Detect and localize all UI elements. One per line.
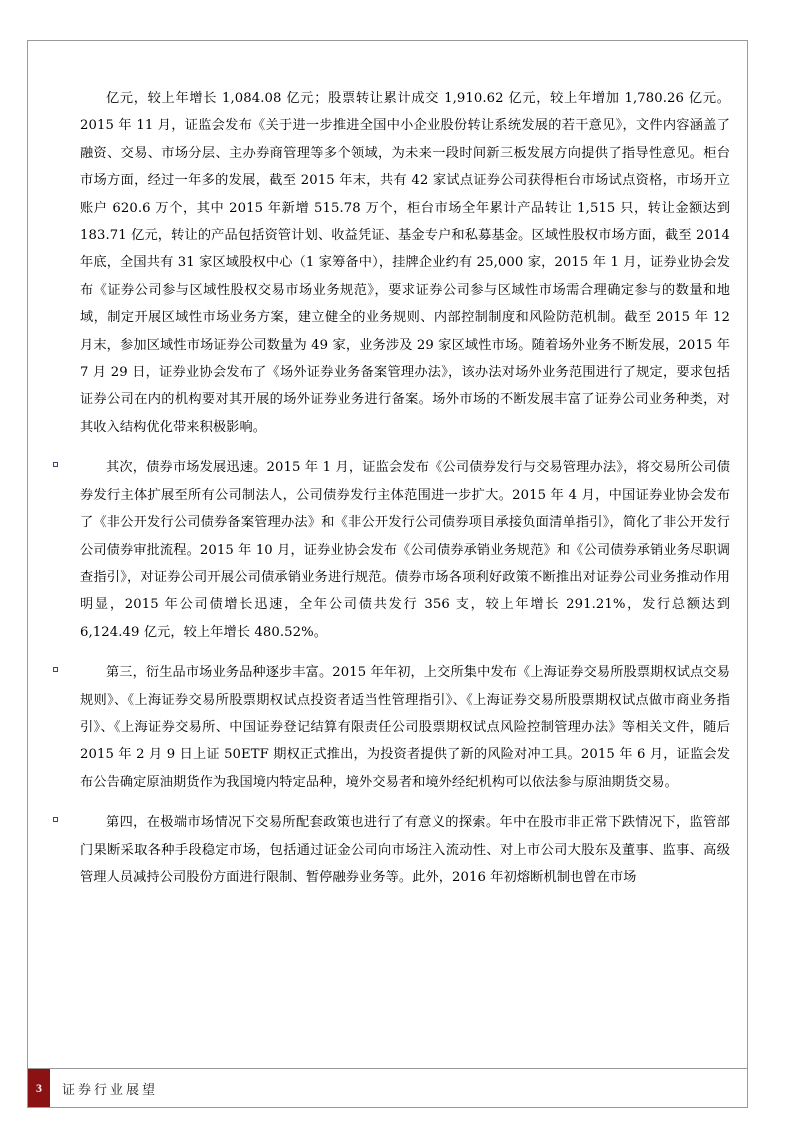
paragraph-extreme-market: [45, 809, 730, 891]
paragraph-text: 亿元，较上年增长 1,084.08 亿元；股票转让累计成交 1,910.62 亿元，较上年增加 1,780.26 亿元。2015 年 11 月，证监会发布《关于进一步推进全国中小企业股份转让系统发展的若干意见》，文件内容涵盖了融资、交易、市场分层、主办券商管理等多个领域，为未来一段时间新三板发展方向提供了指导性意见。柜台市场方面，经过一年多的发展，截至 2015 年末，共有 42 家试点证券公司获得柜台市场试点资格，市场开立账户 620.6 万个，其中 2015 年新增 515.78 万个，柜台市场全年累计产品转让 1,515 只，转让金额达到 183.71 亿元，转让的产品包括资管计划、收益凭证、基金专户和私募基金。区域性股权市场方面，截至 2014 年底，全国共有 31 家区域股权中心（1 家筹备中），挂牌企业约有 25,000 家，2015 年 1 月，证券业协会发布《证券公司参与区域性股权交易市场业务规范》，要求证券公司参与区域性市场需合理确定参与的数量和地域，制定开展区域性市场业务方案，建立健全的业务规则、内部控制制度和风险防范机制。截至 2015 年 12 月末，参加区域性市场证券公司数量为 49 家，业务涉及 29 家区域性市场。随着场外业务不断发展，2015 年 7 月 29 日，证券业协会发布了《场外证券业务备案管理办法》，该办法对场外业务范围进行了规定，要求包括证券公司在内的机构要对其开展的场外证券业务进行备案。场外市场的不断发展丰富了证券公司业务种类，对其收入结构优化带来积极影响。: [80, 91, 730, 435]
paragraph-bond-market: [45, 454, 730, 646]
hollow-square-bullet-icon: [53, 667, 58, 672]
paragraph-text: 第四，在极端市场情况下交易所配套政策也进行了有意义的探索。年中在股市非正常下跌情况下，监管部门果断采取各种手段稳定市场，包括通过证金公司向市场注入流动性、对上市公司大股东及董事、监事、高级管理人员减持公司股份方面进行限制、暂停融券业务等。此外，2016 年初熔断机制也曾在市场: [80, 815, 730, 885]
paragraph-text: 其次，债券市场发展迅速。2015 年 1 月，证监会发布《公司债券发行与交易管理办法》，将交易所公司债券发行主体扩展至所有公司制法人，公司债券发行主体范围进一步扩大。2015 年 4 月，中国证券业协会发布了《非公开发行公司债券备案管理办法》和《非公开发行公司债券项目承接负面清单指引》，简化了非公开发行公司债券审批流程。2015 年 10 月，证券业协会发布《公司债券承销业务规范》和《公司债券承销业务尽职调查指引》，对证券公司开展公司债承销业务进行规范。债券市场各项利好政策不断推出对证券公司业务推动作用明显，2015 年公司债增长迅速，全年公司债共发行 356 支，较上年增长 291.21%，发行总额达到 6,124.49 亿元，较上年增长 480.52%。: [80, 460, 730, 640]
paragraph-continued-otc: [45, 85, 730, 441]
document-body: [27, 40, 748, 1068]
page-footer: [27, 1068, 748, 1108]
hollow-square-bullet-icon: [53, 817, 58, 822]
hollow-square-bullet-icon: [53, 462, 58, 467]
paragraph-derivatives: [45, 659, 730, 796]
paragraph-text: 第三，衍生品市场业务品种逐步丰富。2015 年年初，上交所集中发布《上海证券交易所股票期权试点交易规则》、《上海证券交易所股票期权试点投资者适当性管理指引》、《上海证券交易所股票期权试点做市商业务指引》、《上海证券交易所、中国证券登记结算有限责任公司股票期权试点风险控制管理办法》等相关文件，随后 2015 年 2 月 9 日上证 50ETF 期权正式推出，为投资者提供了新的风险对冲工具。2015 年 6 月，证监会发布公告确定原油期货作为我国境内特定品种，境外交易者和境外经纪机构可以依法参与原油期货交易。: [80, 665, 730, 790]
footer-title: 证券行业展望: [62, 1082, 159, 1098]
page-number-badge: 3: [28, 1069, 50, 1107]
